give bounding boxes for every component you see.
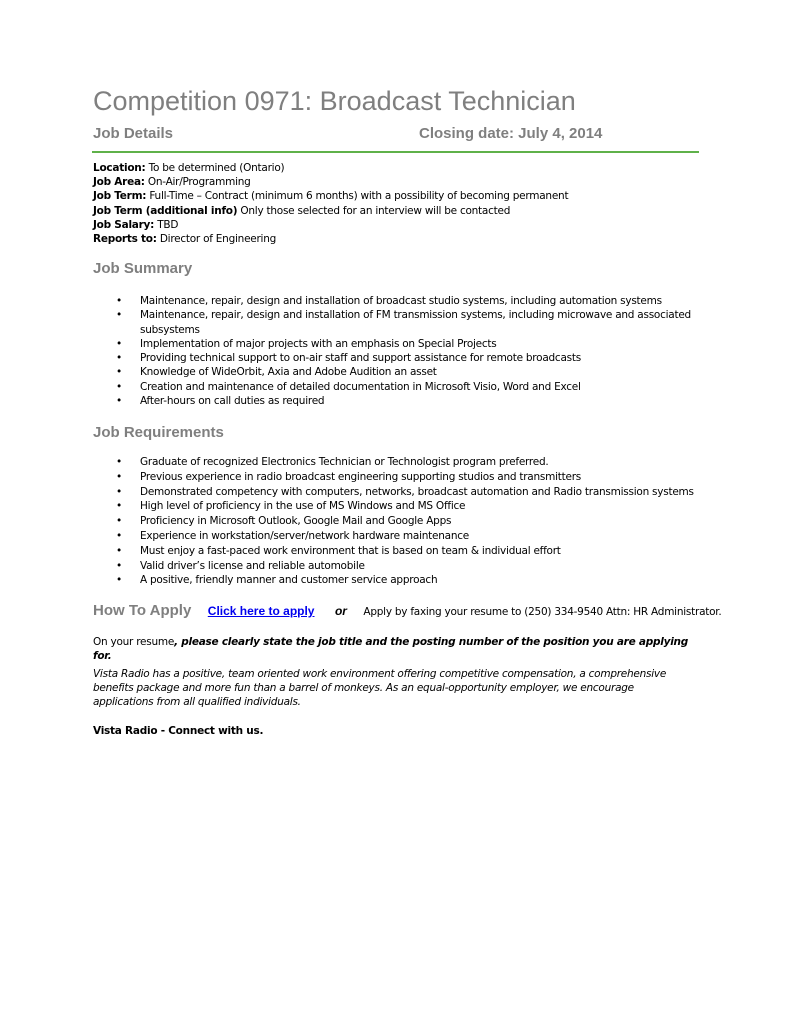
how-to-apply-heading: How To Apply [93, 602, 192, 619]
detail-label: Location: [93, 162, 146, 174]
bullet-icon: • [116, 470, 122, 483]
resume-note-emphasis: , please clearly state the job title and the posting number of the position you are applying for. [93, 636, 689, 663]
title-divider [92, 151, 699, 153]
list-item: • After-hours on call duties as required [116, 395, 325, 408]
list-item: • Providing technical support to on-air staff and support assistance for remote broadcasts [116, 352, 581, 365]
detail-location [93, 161, 568, 175]
list-item: • Demonstrated competency with computers, networks, broadcast automation and Radio transmission systems [116, 485, 694, 498]
detail-job-area [93, 175, 568, 189]
list-item: • Proficiency in Microsoft Outlook, Google Mail and Google Apps [116, 515, 452, 528]
bullet-icon: • [116, 337, 122, 350]
list-item: • Knowledge of WideOrbit, Axia and Adobe Audition an asset [116, 366, 437, 379]
bullet-icon: • [116, 395, 122, 408]
job-details-list [93, 161, 568, 246]
list-item: • Maintenance, repair, design and installation of broadcast studio systems, including automation systems [116, 295, 662, 307]
bullet-icon: • [116, 380, 122, 393]
detail-job-term [93, 189, 568, 203]
list-item: • High level of proficiency in the use of MS Windows and MS Office [116, 500, 466, 513]
page-title: Competition 0971: Broadcast Technician [93, 86, 576, 116]
list-item: • Experience in workstation/server/network hardware maintenance [116, 529, 469, 542]
detail-value: To be determined (Ontario) [145, 162, 285, 174]
detail-job-term-additional [93, 204, 568, 218]
detail-value: Full-Time – Contract (minimum 6 months) with a possibility of becoming permanent [146, 190, 569, 203]
list-item: • Implementation of major projects with an emphasis on Special Projects [116, 337, 497, 350]
detail-label: Job Term (additional info) [93, 204, 238, 217]
bullet-icon: • [116, 352, 122, 365]
bullet-icon: • [116, 544, 122, 557]
list-item: • A positive, friendly manner and customer service approach [116, 574, 438, 587]
bullet-icon: • [116, 309, 122, 322]
list-item: • Previous experience in radio broadcast engineering supporting studios and transmitters [116, 470, 581, 483]
list-item: • Creation and maintenance of detailed documentation in Microsoft Visio, Word and Excel [116, 380, 581, 393]
list-item: • Maintenance, repair, design and installation of FM transmission systems, including microwave and associated subsystems [116, 309, 691, 336]
list-item: • Must enjoy a fast-paced work environment that is based on team & individual effort [116, 544, 561, 557]
bullet-icon: • [116, 500, 122, 513]
bullet-icon: • [116, 574, 122, 587]
company-blurb: Vista Radio has a positive, team oriented work environment offering competitive compensation, a comprehensive benefits package and more fun than a barrel of monkeys. As an equal-opportunity employer, we encourage applications from all qualified individuals. [93, 668, 667, 709]
bullet-icon: • [116, 529, 122, 542]
detail-label: Reports to: [93, 233, 157, 246]
closing-date: Closing date: July 4, 2014 [419, 125, 603, 142]
fax-instructions: Apply by faxing your resume to (250) 334-9540 Attn: HR Administrator. [363, 606, 722, 618]
detail-label: Job Salary: [93, 218, 155, 231]
detail-label: Job Area: [93, 176, 145, 189]
job-requirements-list [110, 455, 700, 588]
bullet-icon: • [116, 515, 122, 528]
resume-note [93, 635, 693, 663]
job-summary-heading: Job Summary [93, 260, 193, 277]
detail-label: Job Term: [93, 190, 147, 203]
bullet-icon: • [116, 366, 122, 379]
job-summary-list [110, 294, 700, 408]
apply-link[interactable]: Click here to apply [207, 604, 315, 618]
or-label: or [334, 604, 347, 618]
job-requirements-heading: Job Requirements [93, 424, 224, 441]
bullet-icon: • [116, 559, 122, 572]
bullet-icon: • [116, 456, 122, 468]
detail-job-salary [93, 218, 568, 232]
list-item: • Graduate of recognized Electronics Technician or Technologist program preferred. [116, 456, 549, 468]
how-to-apply-row [93, 602, 722, 620]
resume-note-prefix: On your resume [93, 636, 175, 648]
connect-text: Vista Radio - Connect with us. [93, 725, 264, 737]
list-item: • Valid driver’s license and reliable automobile [116, 559, 365, 572]
bullet-icon: • [116, 485, 122, 498]
detail-value: Only those selected for an interview will be contacted [237, 204, 511, 217]
detail-value: TBD [154, 218, 179, 231]
job-details-label: Job Details [93, 125, 174, 142]
detail-value: On-Air/Programming [144, 176, 251, 189]
detail-reports-to [93, 232, 568, 246]
bullet-icon: • [116, 295, 122, 307]
detail-value: Director of Engineering [156, 233, 277, 246]
